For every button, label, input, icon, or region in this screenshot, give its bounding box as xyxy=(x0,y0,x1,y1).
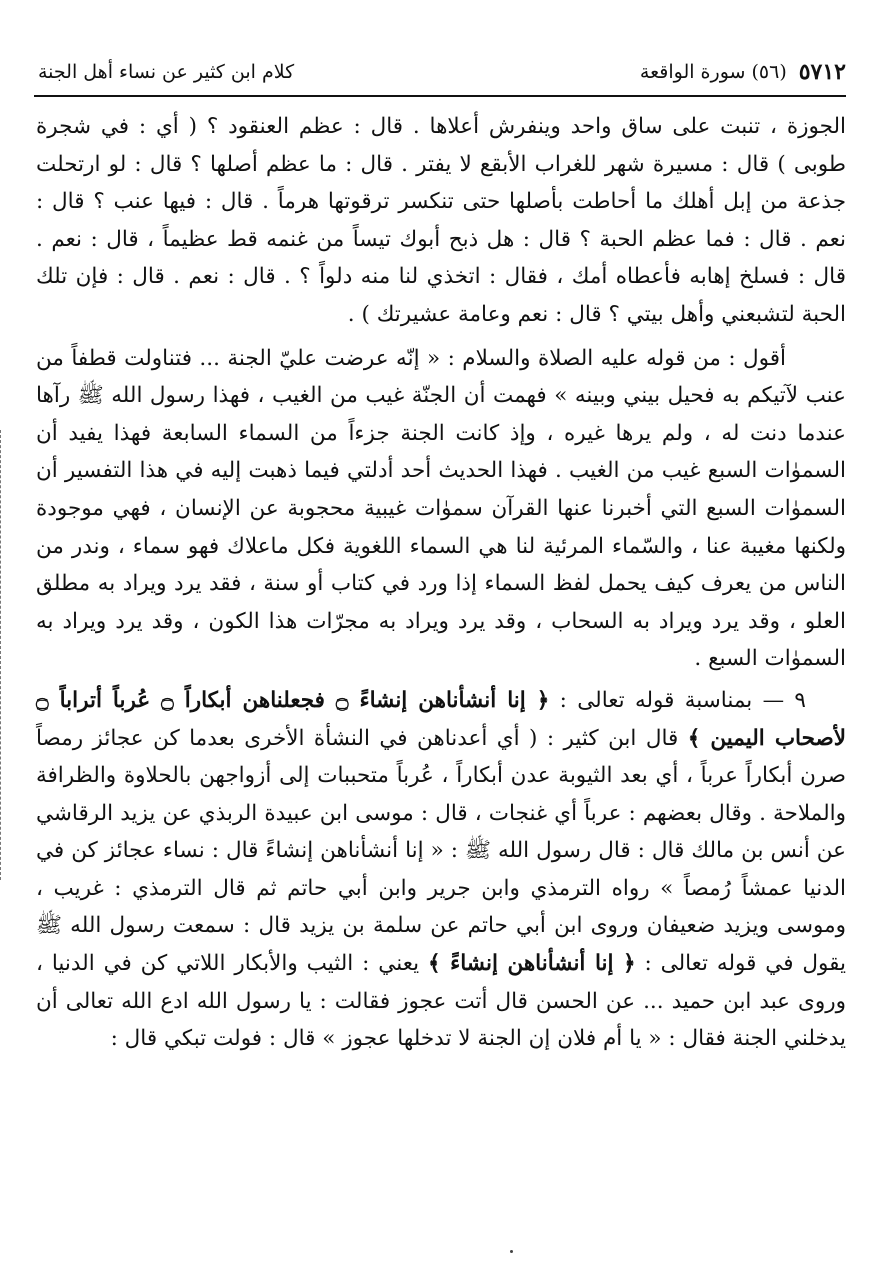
header-rule xyxy=(34,95,846,97)
paragraph-hadith: الجوزة ، تنبت على ساق واحد وينفرش أعلاها . قال : عظم العنقود ؟ ( أي : في شجرة طوبى ) قال : مسيرة شهر للغراب الأبقع لا يفتر . قال : ما عظم أصلها ؟ قال : لو ارتحلت جذعة من إبل أهلك ما أحاطت بأصلها حتى تنكسر ترقوتها هرماً . قال : فيها عنب ؟ قال : نعم . قال : فما عظم الحبة ؟ قال : هل ذبح أبوك تيساً من غنمه قط عظيماً ، قال : نعم . قال : فسلخ إهابه فأعطاه أمك ، فقال : اتخذي لنا منه دلواً ؟ . قال : نعم . قال : فإن تلك الحبة لتشبعني وأهل بيتي ؟ قال : نعم وعامة عشيرتك ) . xyxy=(36,114,846,327)
quran-verse-2: ﴿ إنا أنشأناهن إنشاءً ﴾ xyxy=(427,951,636,977)
section-text-end: يعني : الثيب والأبكار اللاتي كن في الدنيا ، وروى عبد ابن حميد ... عن الحسن قال أتت عجوز فقالت : يا رسول الله ادع الله تعالى أن يدخلني الجنة فقال : « يا أم فلان إن الجنة لا تدخلها عجوز » قال : فولت تبكي قال : xyxy=(36,951,846,1052)
quran-verse: ﴿ إنا أنشأناهن إنشاءً ۝ فجعلناهن أبكاراً ۝ عُرباً أتراباً ۝ لأصحاب اليمين ﴾ xyxy=(36,687,847,751)
section-intro: ٩ — بمناسبة قوله تعالى : xyxy=(549,687,806,713)
running-topic: كلام ابن كثير عن نساء أهل الجنة xyxy=(38,61,295,83)
page-number: ٥٧١٢ xyxy=(798,59,846,85)
page-header xyxy=(38,52,846,92)
header-right-group xyxy=(640,59,846,85)
paragraph-section-9 xyxy=(36,682,846,1058)
surah-title: (٥٦) سورة الواقعة xyxy=(639,61,787,83)
page-body xyxy=(36,108,846,1058)
section-text: قال ابن كثير : ( أي أعدناهن في النشأة الأخرى بعدما كن عجائز رمصاً صرن أبكاراً عرباً ، أي بعد الثيوبة عدن أبكاراً ، عُرباً متحببات إلى أزواجهن بالحلاوة والظرافة والملاحة . وقال بعضهم : عرباً أي غنجات ، قال : موسى ابن عبيدة الربذي عن يزيد الرقاشي عن أنس بن مالك قال : قال رسول الله ﷺ : « إنا أنشأناهن إنشاءً قال : نساء عجائز كن في الدنيا عمشاً رُمصاً » رواه الترمذي وابن جرير وابن أبي حاتم ثم قال الترمذي : غريب ، وموسى ويزيد ضعيفان وروى ابن أبي حاتم عن سلمة بن يزيد قال : سمعت رسول الله ﷺ يقول في قوله تعالى : xyxy=(36,725,846,977)
scan-edge xyxy=(0,430,5,880)
paragraph-commentary: أقول : من قوله عليه الصلاة والسلام : « إنّه عرضت عليّ الجنة ... فتناولت قطفاً من عنب لآتيكم به فحيل بيني وبينه » فهمت أن الجنّة غيب من الغيب ، فهذا رسول الله ﷺ رآها عندما دنت له ، ولم يرها غيره ، وإذ كانت الجنة جزءاً من السماء السابعة فهذا يفيد أن السموٰات السبع غيب من الغيب . فهذا الحديث أحد أدلتي فيما ذهبت إليه في هذا التفسير أن السموٰات السبع التي أخبرنا عنها القرآن سموٰات غيبية محجوبة عن الإنسان ، فهي موجودة ولكنها مغيبة عنا ، والسّماء المرئية لنا هي السماء اللغوية فكل ماعلاك فهو سماء ، وندر من الناس من يعرف كيف يحمل لفظ السماء إذا ورد في كتاب أو سنة ، فقد يرد ويراد به مطلق العلو ، وقد يرد ويراد به السحاب ، وقد يرد ويراد به مجرّات هذا الكون ، وقد يرد ويراد به السموٰات السبع . xyxy=(36,345,846,672)
scan-speck xyxy=(510,1250,513,1253)
